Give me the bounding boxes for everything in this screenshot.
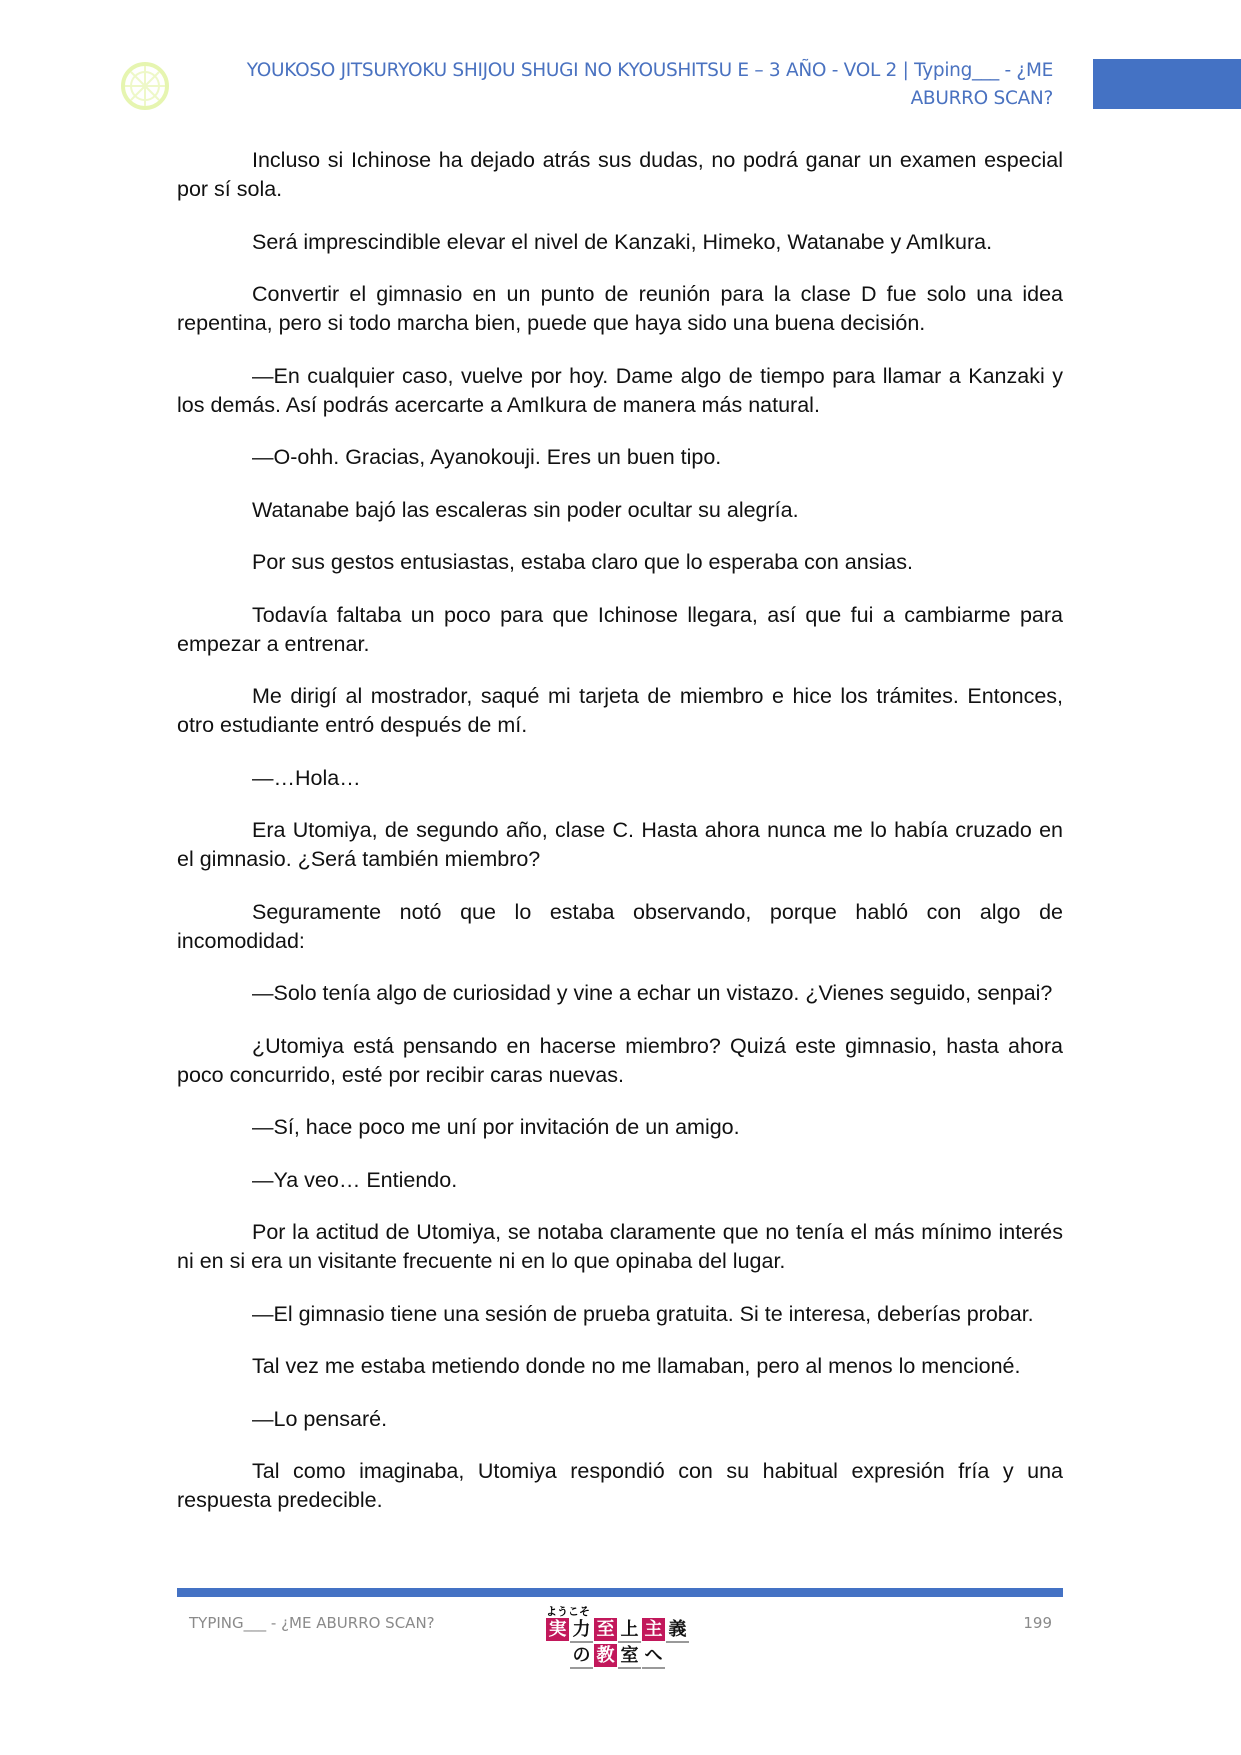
logo-char: 室 [618,1644,641,1669]
logo-top-text: ようこそ [546,1605,590,1618]
paragraph: —En cualquier caso, vuelve por hoy. Dame algo de tiempo para llamar a Kanzaki y los demás. Así podrás acercarte a AmIkura de manera más natural. [177,363,1063,417]
wheel-emblem-icon [120,61,170,111]
logo-char: 上 [618,1618,641,1643]
running-header-title: YOUKOSO JITSURYOKU SHIJOU SHUGI NO KYOUSHITSU E – 3 AÑO - VOL 2 | Typing___ - ¿ME ABURRO SCAN? [246,60,1053,109]
paragraph: —Ya veo… Entiendo. [252,1167,458,1192]
footer-rule [177,1588,1063,1597]
series-logo [546,1606,696,1674]
logo-char: 義 [666,1618,689,1643]
logo-char: 実 [546,1618,569,1641]
paragraph: —O-ohh. Gracias, Ayanokouji. Eres un buen tipo. [252,445,722,469]
paragraph: Me dirigí al mostrador, saqué mi tarjeta de miembro e hice los trámites. Entonces, otro estudiante entró después de mí. [177,684,1063,737]
paragraph: ¿Utomiya está pensando en hacerse miembro? Quizá este gimnasio, hasta ahora poco concurrido, esté por recibir caras nuevas. [177,1033,1063,1087]
paragraph: Tal como imaginaba, Utomiya respondió con su habitual expresión fría y una respuesta predecible. [177,1459,1063,1512]
paragraph: —Sí, hace poco me uní por invitación de un amigo. [252,1115,740,1139]
paragraph: —El gimnasio tiene una sesión de prueba gratuita. Si te interesa, deberías probar. [252,1301,1034,1326]
logo-char: 至 [594,1618,617,1641]
paragraph: Era Utomiya, de segundo año, clase C. Hasta ahora nunca me lo había cruzado en el gimnasio. ¿Será también miembro? [177,818,1063,871]
logo-char: 力 [570,1618,593,1643]
paragraph: Watanabe bajó las escaleras sin poder ocultar su alegría. [252,497,799,522]
paragraph: Convertir el gimnasio en un punto de reunión para la clase D fue solo una idea repentina, pero si todo marcha bien, puede que haya sido una buena decisión. [177,282,1063,335]
paragraph: —…Hola… [252,765,361,790]
paragraph: Incluso si Ichinose ha dejado atrás sus dudas, no podrá ganar un examen especial por sí sola. [177,148,1063,201]
paragraph: Tal vez me estaba metiendo donde no me llamaban, pero al menos lo mencioné. [252,1354,1021,1378]
paragraph: Seguramente notó que lo estaba observando, porque habló con algo de incomodidad: [177,899,1063,953]
page-number: 199 [1023,1614,1052,1632]
logo-char: へ [642,1644,665,1669]
page-body [177,146,1063,1539]
paragraph: Será imprescindible elevar el nivel de Kanzaki, Himeko, Watanabe y AmIkura. [252,229,993,254]
logo-char: 教 [594,1644,617,1667]
header-accent-bar [1093,59,1241,109]
paragraph: —Solo tenía algo de curiosidad y vine a echar un vistazo. ¿Vienes seguido, senpai? [252,981,1053,1005]
paragraph: Por la actitud de Utomiya, se notaba claramente que no tenía el más mínimo interés ni en si era un visitante frecuente ni en lo que opinaba del lugar. [177,1220,1063,1273]
paragraph: —Lo pensaré. [252,1406,388,1431]
logo-char: 主 [642,1618,665,1641]
logo-char: の [570,1644,593,1669]
paragraph: Todavía faltaba un poco para que Ichinose llegara, así que fui a cambiarme para empezar a entrenar. [177,602,1063,656]
paragraph: Por sus gestos entusiastas, estaba claro que lo esperaba con ansias. [252,550,913,574]
footer-credit: TYPING___ - ¿ME ABURRO SCAN? [189,1614,435,1632]
